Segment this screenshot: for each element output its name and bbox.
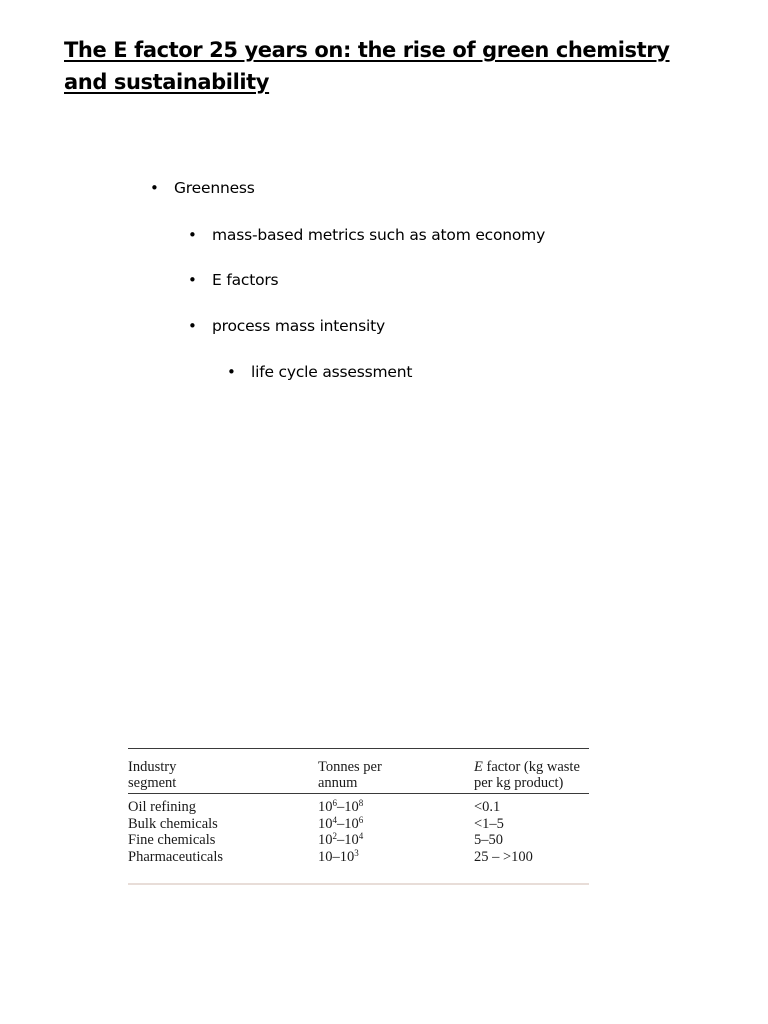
cell-tonnes — [318, 832, 474, 849]
bullet-dot-icon: • — [150, 179, 159, 197]
bullet-item-greenness — [150, 178, 255, 198]
cell-e-factor: <1–5 — [474, 815, 504, 832]
table-row — [128, 849, 589, 866]
bullet-dot-icon: • — [188, 317, 197, 335]
tonnes-exponent: 8 — [358, 798, 364, 808]
cell-e-factor: 25 – >100 — [474, 848, 533, 865]
tonnes-separator: – — [337, 815, 345, 832]
document-title: The E factor 25 years on: the rise of green chemistry and sustainability — [64, 38, 670, 94]
tonnes-base: 10 — [318, 832, 333, 848]
cell-segment: Fine chemicals — [128, 832, 216, 848]
tonnes-base: 10 — [318, 799, 333, 815]
cell-segment: Pharmaceuticals — [128, 848, 224, 865]
cell-segment: Bulk chemicals — [128, 815, 218, 832]
cell-segment: Oil refining — [128, 799, 197, 815]
tonnes-base: 10 — [318, 848, 333, 865]
tonnes-exponent: 2 — [332, 831, 337, 841]
bullet-item-e-factors — [188, 270, 279, 290]
tonnes-exponent: 4 — [332, 814, 337, 825]
bullet-dot-icon: • — [227, 363, 236, 381]
header-e-factor — [474, 759, 589, 791]
bullet-text: E factors — [212, 271, 279, 289]
header-tonnes-per-annum: Tonnes per annum — [318, 759, 382, 791]
bullet-text: life cycle assessment — [251, 363, 413, 381]
cell-tonnes — [318, 816, 474, 833]
bullet-item-mass-based-metrics — [188, 225, 546, 245]
table-row — [128, 832, 589, 849]
tonnes-base: 10 — [339, 848, 355, 865]
tonnes-exponent: 6 — [332, 798, 337, 808]
tonnes-separator: – — [332, 848, 340, 865]
tonnes-base: 10 — [344, 815, 359, 832]
bullet-item-life-cycle-assessment — [227, 362, 413, 382]
bullet-text: process mass intensity — [212, 317, 385, 335]
table-row — [128, 816, 589, 833]
tonnes-separator: – — [337, 799, 345, 815]
header-e-factor-text: factor (kg waste per kg product) — [474, 759, 580, 791]
tonnes-base: 10 — [318, 815, 333, 832]
tonnes-exponent: 3 — [354, 847, 359, 858]
table-body — [128, 794, 589, 885]
bullet-dot-icon: • — [188, 226, 197, 244]
e-factor-table — [128, 748, 589, 885]
tonnes-separator: – — [337, 832, 345, 848]
tonnes-exponent: 6 — [358, 814, 364, 825]
tonnes-base: 10 — [344, 799, 359, 815]
cell-e-factor: 5–50 — [474, 832, 503, 848]
tonnes-base: 10 — [344, 832, 359, 848]
bullet-item-process-mass-intensity — [188, 316, 385, 336]
bullet-dot-icon: • — [188, 271, 197, 289]
header-industry-segment: Industry segment — [128, 759, 177, 791]
header-e-factor-symbol: E — [474, 759, 483, 775]
tonnes-exponent: 4 — [358, 831, 364, 841]
bullet-text: mass-based metrics such as atom economy — [212, 226, 546, 244]
table-row — [128, 799, 589, 816]
bullet-text: Greenness — [174, 179, 255, 197]
cell-tonnes — [318, 799, 474, 816]
cell-tonnes — [318, 849, 474, 866]
table-header-row — [128, 749, 589, 794]
cell-e-factor: <0.1 — [474, 799, 501, 815]
